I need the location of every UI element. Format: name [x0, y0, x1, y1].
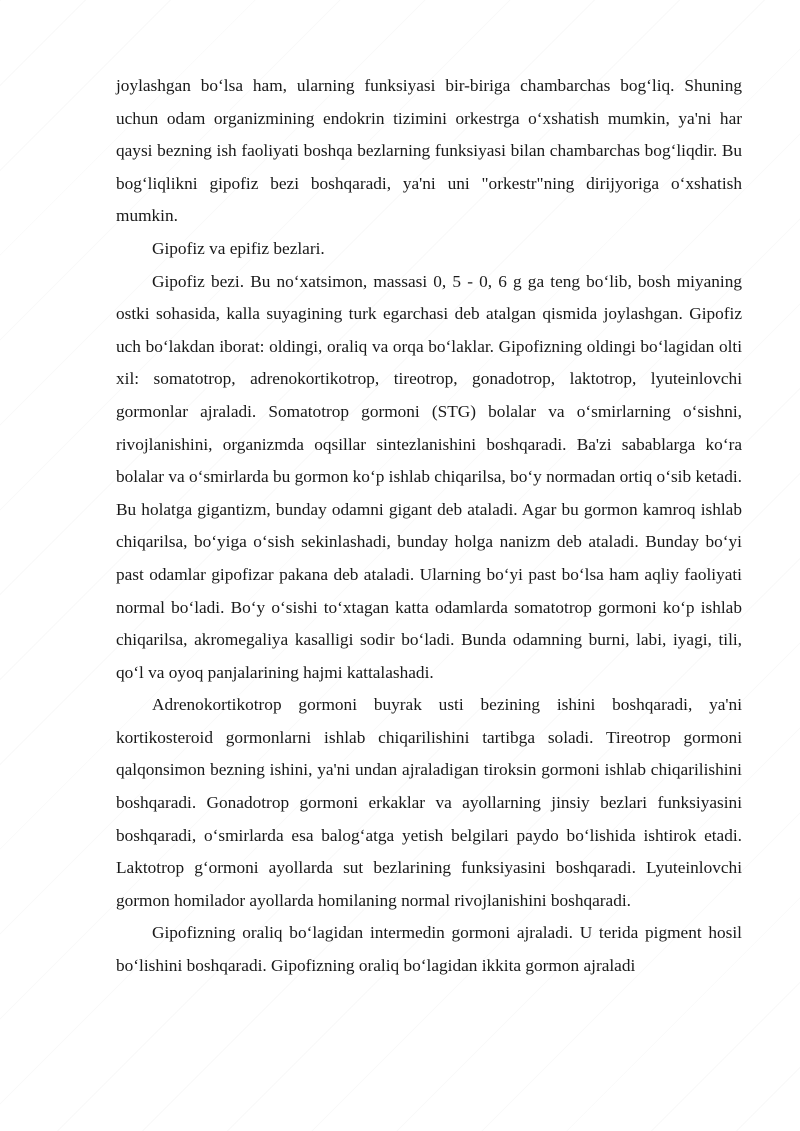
paragraph-adrenokortikotrop: Adrenokortikotrop gormoni buyrak usti bezining ishini boshqaradi, ya'ni kortikosteroid gormonlarni ishlab chiqarilishini tartibga soladi. Tireotrop gormoni qalqonsimon bezning ishini, ya'ni undan ajraladigan tiroksin gormoni ishlab chiqarilishini boshqaradi. Gonadotrop gormoni erkaklar va ayollarning jinsiy bezlari funksiyasini boshqaradi, o‘smirlarda esa balog‘atga yetish belgilari paydo bo‘lishida ishtirok etadi. Laktotrop g‘ormoni ayollarda sut bezlarining funksiyasini boshqaradi. Lyuteinlovchi gormon homilador ayollarda homilaning normal rivojlanishini boshqaradi.: [116, 695, 742, 910]
document-body: [116, 70, 742, 983]
section-heading: Gipofiz va epifiz bezlari.: [152, 238, 325, 258]
paragraph-continuation: joylashgan bo‘lsa ham, ularning funksiyasi bir-biriga chambarchas bog‘liq. Shuning uchun odam organizmining endokrin tizimini orkestrga o‘xshatish mumkin, ya'ni har qaysi bezning ish faoliyati boshqa bezlarning funksiyasi bilan chambarchas bog‘liqdir. Bu bog‘liqlikni gipofiz bezi boshqaradi, ya'ni uni "orkestr"ning dirijyoriga o‘xshatish mumkin.: [116, 76, 742, 226]
paragraph-gipofiz-bezi: Gipofiz bezi. Bu no‘xatsimon, massasi 0, 5 - 0, 6 g ga teng bo‘lib, bosh miyaning ostki sohasida, kalla suyagining turk egarchasi deb atalgan qismida joylashgan. Gipofiz uch bo‘lakdan iborat: oldingi, oraliq va orqa bo‘laklar. Gipofizning oldingi bo‘lagidan olti xil: somatotrop, adrenokortikotrop, tireotrop, gonadotrop, laktotrop, lyuteinlovchi gormonlar ajraladi. Somatotrop gormoni (STG) bolalar va o‘smirlarning o‘sishni, rivojlanishini, organizmda oqsillar sintezlanishini boshqaradi. Ba'zi sabablarga ko‘ra bolalar va o‘smirlarda bu gormon ko‘p ishlab chiqarilsa, bo‘y normadan ortiq o‘sib ketadi. Bu holatga gigantizm, bunday odamni gigant deb ataladi. Agar bu gormon kamroq ishlab chiqarilsa, bo‘yiga o‘sish sekinlashadi, bunday holga nanizm deb ataladi. Bunday bo‘yi past odamlar gipofizar pakana deb ataladi. Ularning bo‘yi past bo‘lsa ham aqliy faoliyati normal bo‘ladi. Bo‘y o‘sishi to‘xtagan katta odamlarda somatotrop gormoni ko‘p ishlab chiqarilsa, akromegaliya kasalligi sodir bo‘ladi. Bunda odamning burni, labi, iyagi, tili, qo‘l va oyoq panjalarining hajmi kattalashadi.: [116, 271, 742, 682]
paragraph-oraliq-bolak: Gipofizning oraliq bo‘lagidan intermedin gormoni ajraladi. U terida pigment hosil bo‘lishini boshqaradi. Gipofizning oraliq bo‘lagidan ikkita gormon ajraladi: [116, 923, 742, 976]
